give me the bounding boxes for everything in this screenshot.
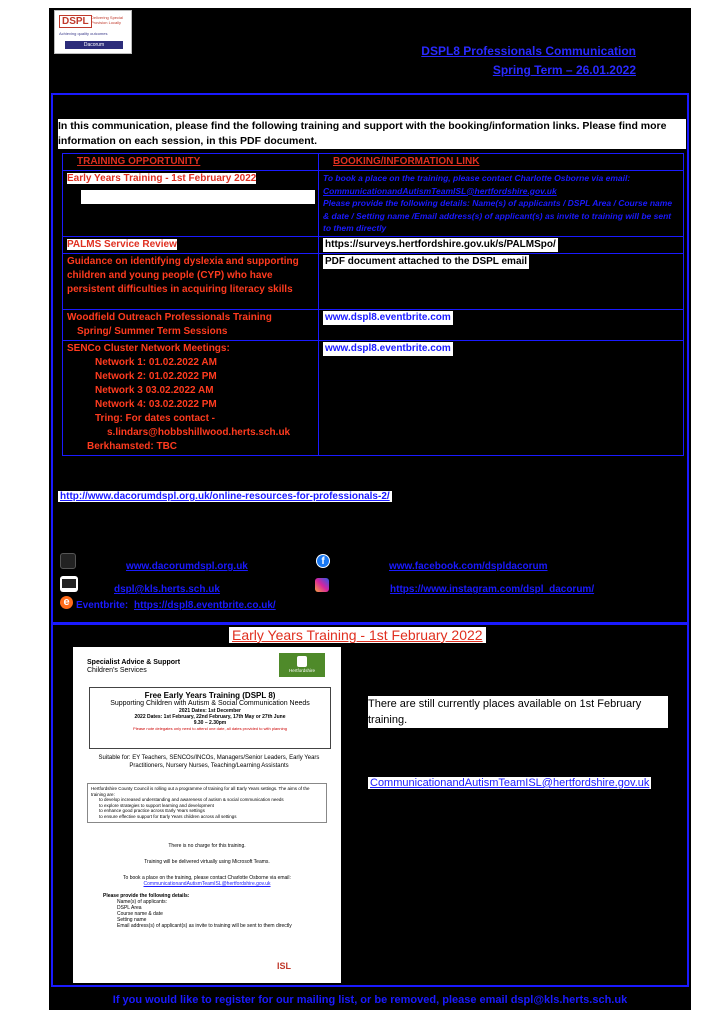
hertfordshire-logo <box>279 653 325 677</box>
row-subtitle: Spring/ Summer Term Sessions <box>77 326 228 337</box>
table-row <box>63 310 684 341</box>
booking-details: Please provide the following details: Name(s) of applicants / DSPL Area / Course name & date / Setting name /Email address(s) of applicant(s) as invite to training will be sent to them directly <box>323 198 673 233</box>
table-row <box>63 171 684 237</box>
flyer-title-box <box>89 687 331 749</box>
network-item: Network 4: 03.02.2022 PM <box>95 399 217 410</box>
flyer-org1: Specialist Advice & Support <box>87 659 181 666</box>
flyer-detail: Setting name <box>117 917 147 923</box>
flyer-detail: Email address(s) of applicant(s) as invite to training will be sent to them directly <box>117 923 292 929</box>
flyer-title: Free Early Years Training (DSPL 8) <box>144 691 276 700</box>
email-link[interactable]: dspl@kls.herts.sch.uk <box>114 584 220 595</box>
resources-link[interactable]: http://www.dacorumdspl.org.uk/online-resources-for-professionals-2/ <box>60 491 390 502</box>
flyer-detail: Name(s) of applicants: <box>117 899 168 905</box>
ey-note: There are still currently places available on 1st February training. <box>368 696 668 728</box>
white-box <box>81 190 315 204</box>
booking-email-link[interactable]: CommunicationandAutismTeamISL@hertfordshire.gov.uk <box>323 185 557 196</box>
network-item: Network 2: 01.02.2022 PM <box>95 371 217 382</box>
flyer-detail: DSPL Area <box>117 905 142 911</box>
tring-contact: Tring: For dates contact - <box>95 413 216 424</box>
palms-link[interactable]: https://surveys.hertfordshire.gov.uk/s/PALMSpo/ <box>325 239 556 250</box>
flyer-org2: Children's Services <box>87 667 147 674</box>
facebook-link[interactable]: www.facebook.com/dspldacorum <box>389 561 548 572</box>
header-date: Spring Term – 26.01.2022 <box>492 63 636 77</box>
flyer-aim: to ensure effective support for Early Years children across all settings <box>99 813 237 819</box>
logo-council: Hertfordshire <box>288 668 315 673</box>
flyer-charge: There is no charge for this training. <box>168 843 246 849</box>
flyer-dates1: 2021 Dates: 1st December <box>179 708 241 714</box>
intro-text: In this communication, please find the following training and support with the booking/information links. Please find more information on each session, in this PDF document. <box>58 119 686 149</box>
table-row <box>63 237 684 254</box>
table-row <box>63 341 684 456</box>
col-booking: BOOKING/INFORMATION LINK <box>333 156 480 167</box>
row-title: Woodfield Outreach Professionals Training <box>67 312 272 323</box>
flyer-book: To book a place on the training, please contact Charlotte Osborne via email: <box>123 875 291 881</box>
flyer-image <box>73 647 341 983</box>
instagram-link[interactable]: https://www.instagram.com/dspl_dacorum/ <box>390 584 595 595</box>
logo-band: Dacorum <box>65 41 123 49</box>
flyer-detail: Course name & date <box>117 911 163 917</box>
flyer-book-email: CommunicationandAutismTeamISL@hertfordshire.gov.uk <box>143 881 271 887</box>
table-header-row <box>63 154 684 171</box>
row-title: SENCo Cluster Network Meetings: <box>67 343 230 354</box>
globe-icon <box>60 553 76 569</box>
training-table <box>62 153 684 456</box>
ey-heading: Early Years Training - 1st February 2022 <box>229 627 486 643</box>
logo-mark: DSPL <box>59 15 92 28</box>
flyer-time: 9.30 – 2.30pm <box>193 720 227 726</box>
flyer-note: Please note delegates only need to attend one date, all dates provided to with planning <box>133 726 287 731</box>
flyer-aims-intro: Hertfordshire County Council is rolling out a programme of training for all Early Years settings. The aims of the training are: <box>91 786 310 797</box>
tring-email[interactable]: s.lindars@hobbshillwood.herts.sch.uk <box>107 427 291 438</box>
email-icon <box>60 576 78 592</box>
network-item: Network 1: 01.02.2022 AM <box>95 357 217 368</box>
col-training: TRAINING OPPORTUNITY <box>77 156 201 167</box>
flyer-dates2: 2022 Dates: 1st February, 22nd February, 17th May or 27th June <box>134 714 286 720</box>
facebook-icon: f <box>316 554 330 568</box>
logo-tag: Delivering Special Provision Locally <box>91 15 124 25</box>
row-title: Early Years Training - 1st February 2022 <box>67 173 257 184</box>
eventbrite-label: Eventbrite: <box>76 600 129 611</box>
footer-mailing: If you would like to register for our mailing list, or be removed, please email dspl@kls.herts.sch.uk <box>112 994 628 1006</box>
header-title: DSPL8 Professionals Communication <box>421 44 636 58</box>
logo-strap: Achieving quality outcomes <box>59 31 108 36</box>
eventbrite-icon: e <box>60 596 73 609</box>
row-title: PALMS Service Review <box>67 239 177 250</box>
eventbrite-url[interactable]: https://dspl8.eventbrite.co.uk/ <box>134 600 276 611</box>
table-row <box>63 254 684 310</box>
ey-email-link[interactable]: CommunicationandAutismTeamISL@hertfordshire.gov.uk <box>370 777 650 789</box>
berkhamsted: Berkhamsted: TBC <box>87 441 178 452</box>
row-title: Guidance on identifying dyslexia and supporting children and young people (CYP) who have persistent difficulties in acquiring literacy skills <box>67 256 299 295</box>
pdf-info: PDF document attached to the DSPL email <box>325 256 528 267</box>
instagram-icon <box>315 578 329 592</box>
hart-icon <box>297 656 307 667</box>
eventbrite-link[interactable]: www.dspl8.eventbrite.com <box>325 312 451 323</box>
booking-text: To book a place on the training, please contact Charlotte Osborne via email: <box>323 173 631 183</box>
flyer-aim: to explore strategies to support learning and development <box>99 802 214 808</box>
flyer-aim: to develop increased understanding and awareness of autism & social communication needs <box>99 797 284 802</box>
eventbrite-link[interactable]: www.dspl8.eventbrite.com <box>325 343 451 354</box>
isl-logo: ISL <box>277 961 292 971</box>
flyer-details-head: Please provide the following details: <box>103 893 190 899</box>
flyer-aims-box <box>87 783 327 823</box>
flyer-suitable: Suitable for: EY Teachers, SENCOs/INCOs, Managers/Senior Leaders, Early Years Practitioners, Nursery Nurses, Teaching/Learning Assistants <box>98 755 320 769</box>
flyer-teams: Training will be delivered virtually using Microsoft Teams. <box>144 859 270 865</box>
dspl-logo <box>54 10 132 54</box>
flyer-subtitle: Supporting Children with Autism & Social Communication Needs <box>110 700 310 707</box>
network-item: Network 3 03.02.2022 AM <box>95 385 214 396</box>
website-link[interactable]: www.dacorumdspl.org.uk <box>126 561 248 572</box>
flyer-aim: to enhance good practice across Early Years settings <box>99 808 205 813</box>
